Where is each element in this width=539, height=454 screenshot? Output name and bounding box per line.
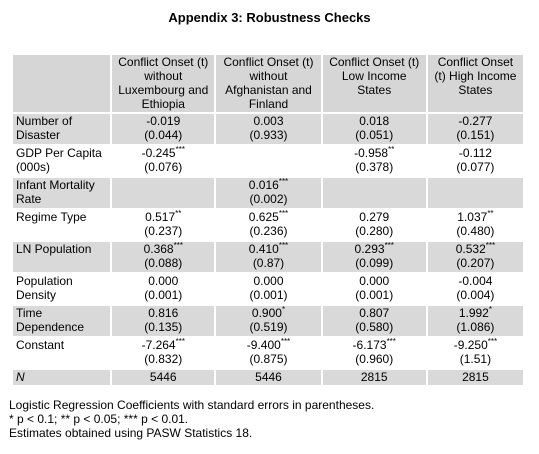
coefficient-line <box>219 274 317 288</box>
significance-stars: * <box>281 305 286 314</box>
coefficient: 0.018 <box>359 114 390 128</box>
coefficient-line <box>326 242 423 256</box>
coefficient: -6.173 <box>352 338 387 352</box>
value-cell <box>112 146 214 176</box>
coefficient-line <box>115 306 211 320</box>
value-cell <box>216 274 320 304</box>
significance-stars: *** <box>173 241 183 250</box>
coefficient-line <box>115 242 211 256</box>
coefficient: 0.368 <box>143 242 174 256</box>
standard-error: (0.044) <box>144 128 183 142</box>
coefficient-line <box>219 178 317 192</box>
significance-stars: *** <box>278 241 289 250</box>
value-cell <box>112 210 214 240</box>
n-row <box>13 370 523 385</box>
table-body <box>13 114 523 385</box>
value-cell <box>216 210 320 240</box>
value-cell <box>428 146 523 176</box>
n-value: 5446 <box>112 370 214 385</box>
standard-error: (0.001) <box>249 288 288 302</box>
table-notes <box>9 398 374 440</box>
significance-stars: *** <box>278 177 289 186</box>
value-cell <box>112 114 214 144</box>
coefficient-line <box>115 338 211 352</box>
coefficient: 0.000 <box>148 274 179 288</box>
coefficient: 0.517 <box>145 210 176 224</box>
row-label: Population Density <box>13 274 110 304</box>
coefficient-line <box>115 114 211 128</box>
coefficient: 0.000 <box>359 274 390 288</box>
coefficient-line <box>431 306 520 320</box>
row-label: GDP Per Capita (000s) <box>13 146 110 176</box>
n-value: 5446 <box>216 370 320 385</box>
significance-stars: ** <box>175 209 182 218</box>
value-cell <box>112 178 214 208</box>
table-row <box>13 274 523 304</box>
significance-stars: *** <box>384 241 394 250</box>
standard-error: (1.51) <box>459 352 492 366</box>
column-header: Conflict Onset (t) without Luxembourg and Ethiopia <box>112 55 214 112</box>
value-cell <box>112 306 214 336</box>
coefficient: -0.245 <box>141 146 176 160</box>
standard-error: (0.076) <box>144 160 183 174</box>
regression-table <box>11 53 525 387</box>
table-row <box>13 242 523 272</box>
standard-error: (0.099) <box>355 256 394 270</box>
coefficient: -0.004 <box>458 274 493 288</box>
standard-error: (0.236) <box>249 224 288 238</box>
standard-error: (0.237) <box>144 224 183 238</box>
significance-stars: ** <box>388 145 395 154</box>
table-title: Appendix 3: Robustness Checks <box>168 10 371 25</box>
standard-error: (0.280) <box>355 224 394 238</box>
standard-error: (0.519) <box>249 320 288 334</box>
standard-error: (0.151) <box>456 128 495 142</box>
table-row <box>13 306 523 336</box>
value-cell <box>323 242 426 272</box>
value-cell <box>428 178 523 208</box>
coefficient: 0.003 <box>253 114 284 128</box>
header-corner <box>13 55 110 112</box>
standard-error: (0.077) <box>456 160 495 174</box>
standard-error: (0.378) <box>355 160 394 174</box>
note-line: Estimates obtained using PASW Statistics 18. <box>9 426 253 440</box>
coefficient: 0.807 <box>359 306 390 320</box>
value-cell <box>428 338 523 368</box>
n-value: 2815 <box>323 370 426 385</box>
value-cell <box>216 114 320 144</box>
coefficient: -9.400 <box>246 338 281 352</box>
coefficient-line <box>326 306 423 320</box>
value-cell <box>216 338 320 368</box>
coefficient: 0.900 <box>251 306 282 320</box>
standard-error: (1.086) <box>456 320 495 334</box>
value-cell <box>323 274 426 304</box>
coefficient: 0.016 <box>248 178 279 192</box>
table-row <box>13 178 523 208</box>
value-cell <box>216 306 320 336</box>
coefficient: 0.625 <box>248 210 279 224</box>
value-cell <box>323 338 426 368</box>
coefficient: -9.250 <box>453 338 488 352</box>
table-row <box>13 114 523 144</box>
column-header: Conflict Onset (t) High Income States <box>428 55 523 112</box>
value-cell <box>428 306 523 336</box>
coefficient: 0.532 <box>455 242 486 256</box>
value-cell <box>428 274 523 304</box>
value-cell <box>428 114 523 144</box>
header-row <box>13 55 523 112</box>
standard-error: (0.088) <box>144 256 183 270</box>
coefficient: 0.410 <box>248 242 279 256</box>
coefficient-line <box>326 146 423 160</box>
note-line: Logistic Regression Coefficients with standard errors in parentheses. <box>9 398 375 412</box>
coefficient-line <box>219 338 317 352</box>
row-label: Constant <box>13 338 110 368</box>
standard-error: (0.580) <box>355 320 394 334</box>
value-cell <box>323 146 426 176</box>
coefficient: -0.112 <box>458 146 492 160</box>
coefficient-line <box>431 242 520 256</box>
row-label: Regime Type <box>13 210 110 240</box>
n-value: 2815 <box>428 370 523 385</box>
standard-error: (0.004) <box>456 288 495 302</box>
coefficient: 0.293 <box>354 242 385 256</box>
standard-error: (0.87) <box>252 256 285 270</box>
coefficient-line <box>115 274 211 288</box>
coefficient-line <box>219 242 317 256</box>
coefficient-line <box>219 210 317 224</box>
value-cell <box>112 242 214 272</box>
value-cell <box>112 338 214 368</box>
significance-stars: ** <box>487 209 494 218</box>
row-label: Infant Mortality Rate <box>13 178 110 208</box>
coefficient: 0.000 <box>253 274 284 288</box>
standard-error: (0.832) <box>144 352 183 366</box>
row-label: Time Dependence <box>13 306 110 336</box>
table-row <box>13 210 523 240</box>
coefficient-line <box>219 114 317 128</box>
coefficient-line <box>326 210 423 224</box>
coefficient: 1.992 <box>458 306 489 320</box>
coefficient-line <box>431 210 520 224</box>
coefficient-line <box>431 338 520 352</box>
value-cell <box>323 114 426 144</box>
significance-stars: *** <box>175 145 185 154</box>
coefficient: -7.264 <box>141 338 176 352</box>
value-cell <box>428 242 523 272</box>
coefficient-line <box>431 146 520 160</box>
note-line: * p < 0.1; ** p < 0.05; *** p < 0.01. <box>9 412 189 426</box>
coefficient-line <box>326 338 423 352</box>
standard-error: (0.051) <box>355 128 394 142</box>
standard-error: (0.001) <box>144 288 183 302</box>
value-cell <box>216 146 320 176</box>
column-header: Conflict Onset (t) without Afghanistan and Finland <box>216 55 320 112</box>
standard-error: (0.960) <box>355 352 394 366</box>
coefficient: 1.037 <box>457 210 488 224</box>
coefficient-line <box>326 114 423 128</box>
significance-stars: *** <box>175 337 185 346</box>
value-cell <box>323 178 426 208</box>
significance-stars: *** <box>278 209 289 218</box>
value-cell <box>323 306 426 336</box>
coefficient-line <box>115 146 211 160</box>
coefficient: 0.816 <box>148 306 179 320</box>
value-cell <box>216 242 320 272</box>
coefficient: -0.958 <box>354 146 389 160</box>
row-label: LN Population <box>13 242 110 272</box>
standard-error: (0.002) <box>249 192 288 206</box>
value-cell <box>323 210 426 240</box>
standard-error: (0.207) <box>456 256 495 270</box>
coefficient-line <box>431 274 520 288</box>
coefficient-line <box>326 274 423 288</box>
row-label: Number of Disaster <box>13 114 110 144</box>
standard-error: (0.135) <box>144 320 183 334</box>
value-cell <box>428 210 523 240</box>
coefficient: -0.277 <box>458 114 493 128</box>
coefficient-line <box>431 114 520 128</box>
standard-error: (0.480) <box>456 224 495 238</box>
value-cell <box>216 178 320 208</box>
standard-error: (0.875) <box>249 352 288 366</box>
coefficient-line <box>219 306 317 320</box>
coefficient: 0.279 <box>359 210 390 224</box>
significance-stars: *** <box>485 241 496 250</box>
significance-stars: *** <box>280 337 291 346</box>
value-cell <box>112 274 214 304</box>
standard-error: (0.001) <box>355 288 394 302</box>
significance-stars: *** <box>386 337 396 346</box>
table-row <box>13 146 523 176</box>
table-row <box>13 338 523 368</box>
n-label: N <box>13 370 110 385</box>
coefficient-line <box>115 210 211 224</box>
significance-stars: *** <box>487 337 498 346</box>
standard-error: (0.933) <box>249 128 288 142</box>
coefficient: -0.019 <box>146 114 181 128</box>
column-header: Conflict Onset (t) Low Income States <box>323 55 426 112</box>
significance-stars: * <box>488 305 492 314</box>
